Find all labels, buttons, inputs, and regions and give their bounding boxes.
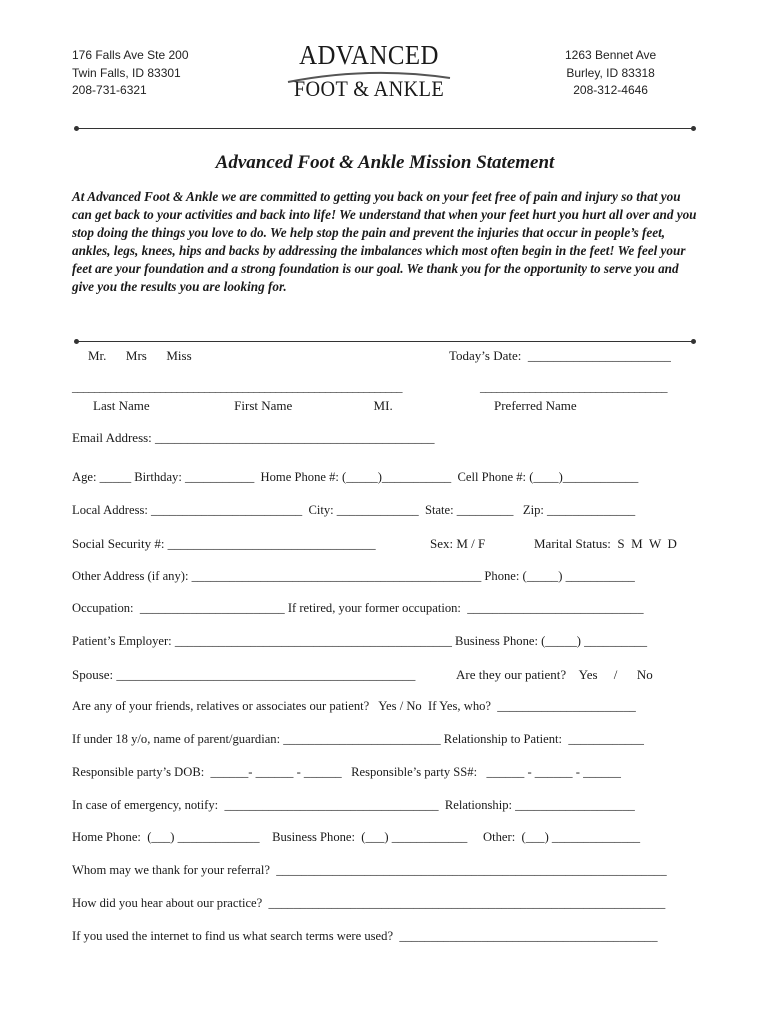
logo-line-1: ADVANCED: [299, 40, 439, 70]
heard-about-field[interactable]: How did you hear about our practice? _______________________________________________________________: [72, 896, 666, 910]
mission-statement: At Advanced Foot & Ankle we are committed to getting you back on your feet free of pain and injury so that you can get back to your activities and back into life! We understand that when your feet hurt you hurt all over and you stop doing the things you love to do. We help stop the pain and prevent the injuries that occur in people’s feet, ankles, legs, knees, hips and backs by addressing the imbalances which most often begin in the feet! We feel your feet are your foundation and a strong foundation is our goal. We thank you for the opportunity to serve you and give you the results you are looking for.: [72, 189, 697, 295]
name-line[interactable]: ____________________________________________________________: [72, 380, 402, 394]
todays-date-field[interactable]: Today’s Date: ______________________: [449, 348, 671, 363]
title-options[interactable]: Mr. Mrs Miss: [88, 348, 192, 363]
under-18-row[interactable]: If under 18 y/o, name of parent/guardian: _________________________ Relationship to Patient: ____________: [72, 732, 644, 746]
email-field[interactable]: Email Address: ___________________________________________: [72, 430, 435, 445]
clinic-logo: [286, 40, 452, 102]
address-line: Burley, ID 83318: [566, 65, 655, 80]
phone-line: 208-731-6321: [72, 83, 147, 97]
name-labels: Last Name First Name MI.: [93, 398, 393, 413]
age-birthday-phone-row[interactable]: Age: _____ Birthday: ___________ Home Phone #: (_____)___________ Cell Phone #: (____)____________: [72, 470, 639, 484]
phone-line: 208-312-4646: [573, 83, 648, 97]
spouse-field[interactable]: Spouse: ______________________________________________: [72, 667, 416, 682]
referral-field[interactable]: Whom may we thank for your referral? ______________________________________________________________: [72, 863, 667, 877]
ssn-field[interactable]: Social Security #: ________________________________: [72, 536, 376, 551]
page-title: Advanced Foot & Ankle Mission Statement: [215, 152, 555, 173]
other-address-row[interactable]: Other Address (if any): ______________________________________________ Phone: (_____) ___________: [72, 569, 635, 583]
sex-field[interactable]: Sex: M / F: [430, 536, 486, 551]
address-line: 176 Falls Ave Ste 200: [72, 48, 189, 62]
spouse-patient-field[interactable]: Are they our patient? Yes / No: [456, 667, 653, 682]
preferred-name-label: Preferred Name: [494, 398, 577, 413]
clinic-address-right: [565, 47, 656, 100]
occupation-row[interactable]: Occupation: _______________________ If retired, your former occupation: ____________________________: [72, 601, 644, 615]
divider: [76, 341, 694, 342]
responsible-party-row[interactable]: Responsible party’s DOB: ______- ______ - ______ Responsible’s party SS#: ______ - ______ - ______: [72, 765, 621, 779]
employer-row[interactable]: Patient’s Employer: ____________________________________________ Business Phone: (_____) __________: [72, 634, 648, 648]
logo-line-2: FOOT & ANKLE: [293, 76, 445, 101]
local-address-row[interactable]: Local Address: ________________________ City: _____________ State: _________ Zip: ______________: [72, 503, 636, 517]
emergency-contact-row[interactable]: In case of emergency, notify: __________________________________ Relationship: ___________________: [72, 798, 635, 812]
divider: [76, 128, 694, 129]
address-line: 1263 Bennet Ave: [565, 48, 657, 62]
clinic-address-left: [72, 47, 189, 100]
marital-status-field[interactable]: Marital Status: S M W D: [534, 536, 677, 551]
search-terms-field[interactable]: If you used the internet to find us what search terms were used? _________________________________________: [72, 929, 658, 943]
friends-patient-row[interactable]: Are any of your friends, relatives or associates our patient? Yes / No If Yes, who? ______________________: [72, 699, 636, 713]
preferred-name-line[interactable]: __________________________________: [480, 380, 667, 394]
phones-row[interactable]: Home Phone: (___) _____________ Business Phone: (___) ____________ Other: (___) ______________: [72, 830, 641, 844]
address-line: Twin Falls, ID 83301: [72, 65, 181, 80]
